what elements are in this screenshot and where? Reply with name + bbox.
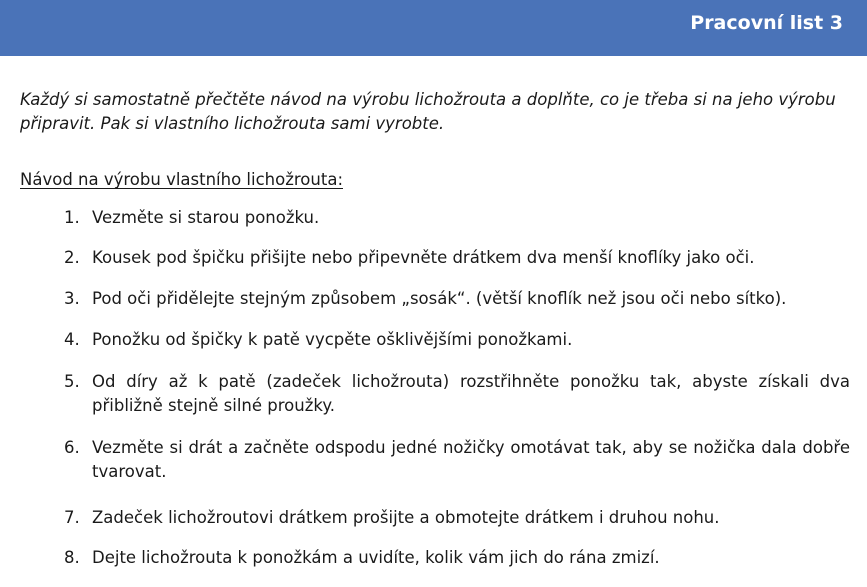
worksheet-title: Pracovní list 3 bbox=[690, 12, 843, 34]
step-number: 3. bbox=[64, 289, 80, 308]
list-item bbox=[64, 436, 850, 484]
list-item bbox=[64, 206, 850, 230]
step-text: Pod oči přidělejte stejným způsobem „sosák“. (větší knoflík než jsou oči nebo sítko). bbox=[92, 289, 787, 308]
list-item bbox=[64, 370, 850, 418]
list-item bbox=[64, 506, 850, 530]
step-number: 5. bbox=[64, 372, 80, 391]
list-item bbox=[64, 287, 850, 311]
list-item bbox=[64, 246, 850, 270]
step-text: Kousek pod špičku přišijte nebo připevněte drátkem dva menší knoflíky jako oči. bbox=[92, 248, 755, 267]
step-text: Vezměte si starou ponožku. bbox=[92, 208, 320, 227]
step-text: Dejte lichožrouta k ponožkám a uvidíte, kolik vám jich do rána zmizí. bbox=[92, 548, 660, 567]
step-number: 6. bbox=[64, 438, 80, 457]
step-number: 4. bbox=[64, 330, 80, 349]
page-header bbox=[0, 0, 867, 56]
list-item bbox=[64, 546, 850, 570]
instructions-intro: Každý si samostatně přečtěte návod na výrobu lichožrouta a doplňte, co je třeba si na jeho výrobu připravit. Pak si vlastního lichožrouta sami vyrobte. bbox=[20, 90, 836, 133]
step-text: Od díry až k patě (zadeček lichožrouta) rozstřihněte ponožku tak, abyste získali dva přibližně stejně silné proužky. bbox=[92, 372, 850, 415]
step-number: 7. bbox=[64, 508, 80, 527]
step-text: Zadeček lichožroutovi drátkem prošijte a obmotejte drátkem i druhou nohu. bbox=[92, 508, 720, 527]
step-text: Vezměte si drát a začněte odspodu jedné nožičky omotávat tak, aby se nožička dala dobře tvarovat. bbox=[92, 438, 850, 481]
step-number: 2. bbox=[64, 248, 80, 267]
step-text: Ponožku od špičky k patě vycpěte ošklivějšími ponožkami. bbox=[92, 330, 573, 349]
list-item bbox=[64, 328, 850, 352]
section-heading: Návod na výrobu vlastního lichožrouta: bbox=[20, 170, 343, 189]
step-number: 1. bbox=[64, 208, 80, 227]
step-number: 8. bbox=[64, 548, 80, 567]
